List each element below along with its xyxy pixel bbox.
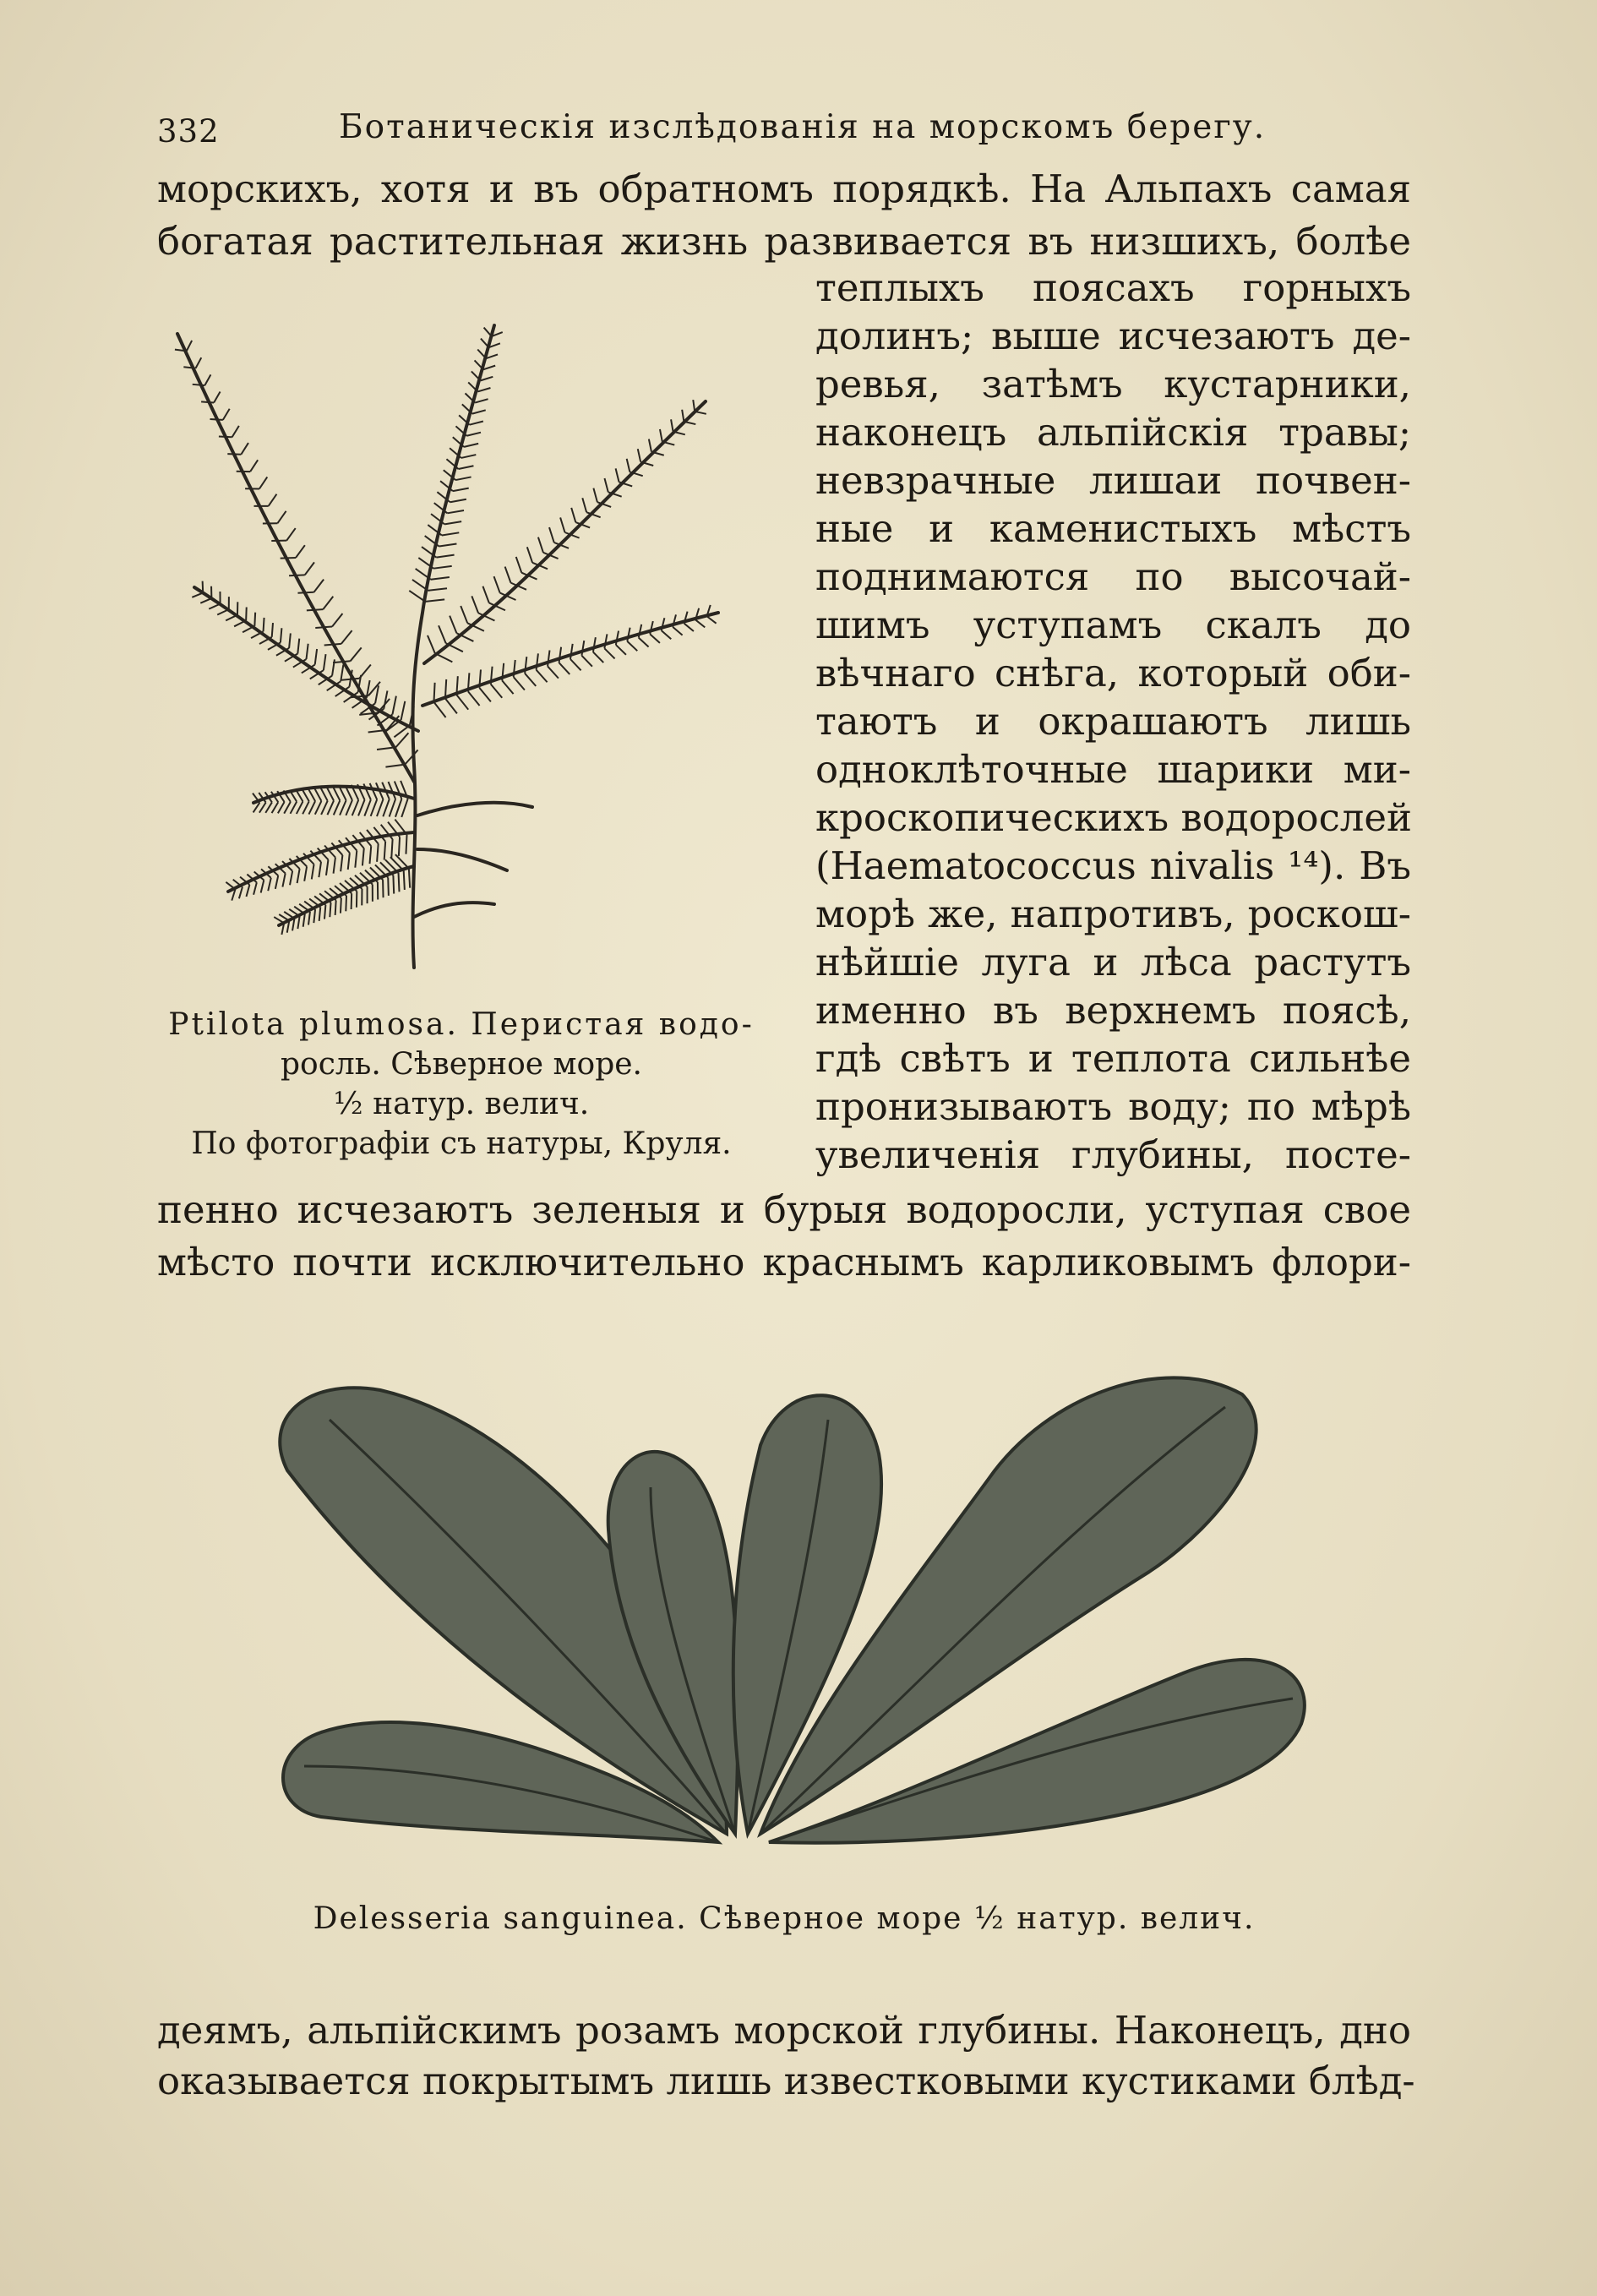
pinnule-stroke (226, 615, 237, 621)
pinnule-stroke (217, 609, 229, 614)
pinnule-stroke (250, 460, 258, 472)
pinnule-stroke (312, 864, 314, 880)
pinnule-stroke (282, 873, 285, 886)
text-line: оказывается покрытымъ лишь известковыми кустиками блѣд- (157, 2059, 1415, 2103)
pinnule-stroke (649, 439, 651, 452)
pinnule-stroke (527, 547, 532, 562)
pinnule-stroke (390, 799, 395, 817)
text-line: наконецъ альпійскія травы; (815, 410, 1411, 455)
pinnule-stroke (305, 562, 314, 575)
pinnule-stroke (275, 875, 278, 889)
pinnule-stroke (616, 631, 619, 646)
pinnule-stroke (627, 628, 630, 641)
pinnule-stroke (505, 567, 511, 583)
pinnule-stroke (319, 862, 321, 877)
pinnule-stroke (537, 670, 548, 683)
pinnule-stroke (559, 647, 562, 663)
pinnule-stroke (268, 878, 271, 891)
pinnule-stroke (314, 580, 324, 592)
pinnule-stroke (265, 802, 272, 812)
pinnule-stroke (559, 663, 570, 674)
pinnule-stroke (491, 684, 502, 698)
pinnule-stroke (219, 437, 232, 438)
pinnule-stroke (401, 701, 406, 720)
pinnule-stroke (290, 871, 292, 886)
pinnule-stroke (341, 630, 352, 644)
pinnule-stroke (447, 510, 464, 513)
pinnule-stroke (384, 842, 385, 860)
pinnule-stroke (431, 577, 450, 580)
pinnule-stroke (439, 543, 457, 546)
pinnule-stroke (308, 912, 310, 925)
pinnule-stroke (395, 781, 402, 799)
pinnule-stroke (456, 676, 457, 695)
pinnule-stroke (214, 392, 220, 403)
pinnule-stroke (472, 410, 486, 413)
pinnule-stroke (377, 747, 395, 750)
pinnule-stroke (593, 637, 596, 652)
pinnule-stroke (204, 374, 210, 385)
pinnule-stroke (261, 881, 264, 893)
pinnule-stroke (395, 799, 401, 816)
pinnule-stroke (259, 477, 267, 488)
pinnule-stroke (315, 649, 317, 665)
text-line: морѣ же, напротивъ, роскош- (815, 892, 1411, 936)
text-line: пенно исчезаютъ зеленыя и бурыя водоросли, уступая свое (157, 1187, 1411, 1232)
pinnule-stroke (638, 449, 640, 461)
pinnule-stroke (494, 576, 500, 592)
pinnule-stroke (209, 604, 220, 609)
pinnule-stroke (435, 653, 453, 662)
pinnule-stroke (673, 627, 682, 635)
pinnule-stroke (548, 666, 559, 678)
text-line: таютъ и окрашаютъ лишь (815, 699, 1411, 744)
pinnule-stroke (370, 846, 372, 864)
pinnule-stroke (395, 854, 409, 869)
pinnule-stroke (323, 597, 333, 609)
pinnule-stroke (409, 869, 410, 888)
pinnule-stroke (226, 882, 235, 889)
pinnule-stroke (327, 787, 334, 800)
text-line: одноклѣточные шарики ми- (815, 747, 1411, 792)
pinnule-stroke (516, 557, 522, 573)
pinnule-stroke (203, 581, 204, 593)
pinnule-stroke (319, 907, 321, 920)
pinnule-stroke (274, 917, 284, 923)
pinnule-stroke (304, 866, 307, 881)
pinnule-stroke (405, 750, 417, 764)
pinnule-stroke (471, 596, 478, 613)
pinnule-stroke (277, 511, 286, 523)
pinnule-stroke (390, 857, 404, 870)
pinnule-stroke (340, 800, 346, 815)
pinnule-stroke (481, 339, 489, 348)
pinnule-stroke (470, 422, 483, 425)
pinnule-stroke (315, 627, 332, 628)
text-line: ревья, затѣмъ кустарники, (815, 362, 1411, 406)
pinnule-stroke (433, 566, 452, 569)
pinnule-stroke (388, 877, 389, 895)
pinnule-stroke (291, 802, 297, 814)
pinnule-stroke (334, 800, 341, 815)
pinnule-stroke (464, 444, 478, 447)
pinnule-stroke (428, 588, 447, 591)
pinnule-stroke (351, 647, 362, 661)
pinnule-stroke (200, 598, 211, 603)
pinnule-stroke (479, 688, 491, 702)
text-line: морскихъ, хотя и въ обратномъ порядкѣ. На Альпахъ самая (157, 166, 1411, 211)
pinnule-stroke (436, 555, 454, 558)
figure1-caption-line: ½ натур. велич. (333, 1087, 590, 1121)
text-line: теплыхъ поясахъ горныхъ (815, 265, 1411, 310)
pinnule-stroke (627, 641, 637, 651)
pinnule-stroke (227, 454, 241, 455)
pinnule-stroke (475, 399, 488, 402)
text-line: кроскопическихъ водорослей (815, 795, 1412, 840)
pinnule-stroke (385, 765, 405, 767)
text-line: богатая растительная жизнь развивается въ низшихъ, болѣе (157, 219, 1411, 264)
text-line: (Haematococcus nivalis ¹⁴). Въ (815, 843, 1411, 888)
delesseria-sanguinea-photo (253, 1327, 1335, 1868)
pinnule-stroke (234, 620, 246, 626)
pinnule-stroke (284, 912, 294, 919)
pinnule-stroke (192, 593, 203, 597)
pinnule-stroke (324, 654, 326, 670)
pinnule-stroke (639, 624, 641, 638)
pinnule-stroke (616, 468, 619, 482)
pinnule-stroke (450, 616, 456, 634)
pinnule-stroke (582, 498, 586, 512)
text-line: увеличенія глубины, посте- (815, 1132, 1411, 1177)
text-line: поднимаются по высочай- (815, 554, 1411, 599)
pinnule-stroke (549, 527, 554, 543)
pinnule-stroke (442, 532, 459, 535)
pinnule-stroke (684, 624, 694, 631)
pinnule-stroke (650, 634, 660, 643)
pinnule-stroke (671, 419, 673, 431)
pinnule-stroke (570, 644, 573, 659)
pinnule-stroke (482, 586, 488, 603)
pinnule-stroke (425, 599, 444, 602)
pinnule-stroke (377, 799, 383, 816)
pinnule-stroke (335, 900, 336, 915)
pinnule-stroke (292, 919, 294, 930)
pinnule-stroke (297, 916, 299, 929)
pinnule-stroke (289, 633, 291, 647)
pinnule-stroke (303, 914, 305, 927)
pinnule-stroke (307, 609, 323, 610)
pinnule-stroke (333, 661, 351, 663)
pinnule-stroke (444, 521, 461, 524)
pinnule-stroke (461, 606, 467, 623)
pinnule-stroke (581, 641, 584, 656)
pinnule-stroke (456, 695, 468, 709)
pinnule-stroke (514, 677, 525, 690)
text-line: мѣсто почти исключительно краснымъ карликовымъ флори- (157, 1240, 1411, 1284)
pinnule-stroke (269, 494, 277, 506)
pinnule-stroke (433, 683, 434, 702)
pinnule-stroke (682, 410, 684, 422)
pinnule-stroke (446, 643, 463, 652)
pinnule-stroke (324, 905, 325, 919)
pinnule-stroke (358, 800, 365, 816)
pinnule-stroke (548, 651, 549, 667)
pinnule-stroke (453, 488, 469, 492)
pinnule-stroke (459, 466, 474, 469)
pinnule-stroke (333, 787, 340, 801)
pinnule-stroke (450, 499, 466, 502)
pinnule-stroke (259, 803, 266, 813)
pinnule-stroke (296, 545, 305, 558)
pinnule-stroke (254, 613, 255, 626)
pinnule-stroke (341, 855, 342, 871)
pinnule-stroke (320, 788, 327, 801)
pinnule-stroke (315, 801, 322, 815)
pinnule-stroke (445, 679, 446, 699)
pinnule-stroke (399, 873, 400, 892)
pinnule-stroke (433, 702, 445, 717)
pinnule-stroke (468, 691, 480, 706)
pinnule-stroke (385, 859, 399, 873)
pinnule-stroke (483, 366, 495, 370)
pinnule-stroke (327, 801, 334, 815)
pinnule-stroke (297, 869, 300, 883)
pinnule-stroke (286, 528, 295, 541)
figure1-caption-line: По фотографіи съ натуры, Круля. (191, 1126, 732, 1161)
pinnule-stroke (278, 802, 285, 813)
pinnule-stroke (246, 885, 249, 897)
pinnule-stroke (560, 517, 564, 532)
pinnule-stroke (707, 616, 717, 623)
text-line: ные и каменистыхъ мѣстъ (815, 506, 1411, 551)
pinnule-stroke (581, 656, 591, 667)
figure1-caption-line: росль. Сѣверное море. (281, 1047, 642, 1082)
pinnule-stroke (352, 800, 359, 815)
pinnule-stroke (404, 870, 405, 890)
pinnule-stroke (693, 400, 695, 412)
pinnule-stroke (364, 799, 370, 815)
pinnule-stroke (297, 592, 313, 593)
pinnule-stroke (355, 851, 357, 868)
pinnule-stroke (392, 696, 395, 715)
pinnule-stroke (210, 419, 223, 420)
pinnule-stroke (281, 558, 296, 559)
pinnule-stroke (377, 843, 379, 861)
pinnule-stroke (362, 848, 364, 866)
pinnule-stroke (695, 412, 706, 414)
pinnule-stroke (297, 639, 299, 654)
pinnule-stroke (616, 645, 626, 655)
pinnule-stroke (241, 443, 248, 455)
pinnule-stroke (223, 409, 230, 420)
pinnule-stroke (348, 853, 350, 870)
pinnule-stroke (313, 909, 315, 923)
pinnule-stroke (662, 630, 672, 639)
pinnule-stroke (481, 377, 493, 381)
page-header (157, 108, 1267, 159)
text-line: вѣчнаго снѣга, который оби- (815, 651, 1411, 695)
pinnule-stroke (187, 341, 192, 351)
pinnule-stroke (399, 837, 400, 856)
pinnule-stroke (627, 459, 630, 472)
pinnule-stroke (326, 859, 328, 875)
text-line: деямъ, альпійскимъ розамъ морской глубины. Наконецъ, дно (157, 2008, 1411, 2053)
pinnule-stroke (370, 783, 378, 799)
pinnule-stroke (401, 799, 407, 817)
pinnule-stroke (308, 801, 315, 814)
pinnule-stroke (477, 388, 490, 391)
figure2-caption: Delesseria sanguinea. Сѣверное море ½ натур. велич. (313, 1901, 1256, 1936)
pinnule-stroke (571, 508, 575, 522)
running-title: Ботаническія изслѣдованія на морскомъ берегу. (339, 108, 1267, 146)
pinnule-stroke (302, 789, 308, 802)
pinnule-stroke (363, 784, 370, 800)
pinnule-stroke (660, 429, 662, 442)
pinnule-stroke (272, 802, 279, 813)
pinnule-stroke (243, 626, 254, 632)
pinnule-stroke (201, 401, 214, 402)
pinnule-stroke (466, 433, 481, 436)
pinnule-stroke (334, 858, 335, 874)
figure1-caption-line (149, 1004, 774, 1046)
pinnule-stroke (307, 644, 308, 659)
pinnule-stroke (484, 328, 492, 337)
pinnule-stroke (314, 788, 321, 800)
pinnule-stroke (297, 801, 303, 814)
pinnule-stroke (593, 488, 597, 503)
pinnule-stroke (284, 802, 291, 814)
pinnule-stroke (428, 635, 435, 653)
ptilota-plumosa-illustration (161, 308, 769, 984)
pinnule-stroke (538, 537, 543, 553)
text-line: шимъ уступамъ скалъ до (815, 603, 1411, 647)
pinnule-stroke (193, 384, 205, 385)
text-line: нѣйшіе луга и лѣса растутъ (815, 940, 1411, 984)
pinnule-stroke (695, 619, 705, 627)
pinnule-stroke (604, 648, 614, 658)
text-line: гдѣ свѣтъ и теплота сильнѣе (815, 1036, 1411, 1081)
text-line: пронизываютъ воду; по мѣрѣ (815, 1084, 1411, 1129)
pinnule-stroke (502, 680, 513, 694)
pinnule-stroke (439, 625, 446, 643)
pinnule-stroke (445, 699, 457, 714)
pinnule-stroke (332, 659, 335, 675)
pinnule-stroke (593, 652, 603, 663)
pinnule-stroke (324, 644, 341, 646)
pinnule-stroke (383, 799, 389, 817)
text-line: именно въ верхнемъ поясѣ, (815, 988, 1411, 1033)
pinnule-stroke (321, 801, 328, 815)
pinnule-stroke (455, 477, 471, 480)
pinnule-stroke (303, 801, 309, 814)
text-line: невзрачные лишаи почвен- (815, 458, 1411, 503)
pinnule-stroke (253, 882, 257, 895)
pinnule-stroke (393, 875, 394, 894)
pinnule-stroke (525, 674, 536, 686)
pinnule-stroke (384, 690, 387, 708)
pinnule-stroke (391, 839, 392, 858)
page-number: 332 (157, 113, 220, 150)
pinnule-stroke (296, 789, 303, 801)
pinnule-stroke (537, 653, 538, 669)
pinnule-stroke (196, 357, 202, 368)
pinnule-stroke (341, 665, 343, 682)
pinnule-stroke (332, 614, 342, 627)
pinnule-stroke (371, 799, 377, 816)
pinnule-stroke (409, 591, 425, 602)
pinnule-stroke (232, 426, 239, 437)
pinnule-stroke (246, 608, 247, 621)
pinnule-stroke (604, 634, 607, 648)
pinnule-stroke (570, 659, 581, 670)
text-line: долинъ; выше исчезаютъ де- (815, 314, 1411, 358)
pinnule-stroke (272, 623, 273, 637)
pinnule-stroke (604, 478, 608, 492)
pinnule-stroke (346, 800, 352, 815)
pinnule-stroke (239, 887, 243, 899)
pinnule-stroke (461, 455, 477, 458)
pinnule-stroke (639, 638, 649, 647)
pinnule-stroke (308, 788, 315, 801)
figure1-caption-text: Ptilota plumosa. Перистая водо- (168, 1007, 755, 1042)
pinnule-stroke (279, 914, 289, 921)
